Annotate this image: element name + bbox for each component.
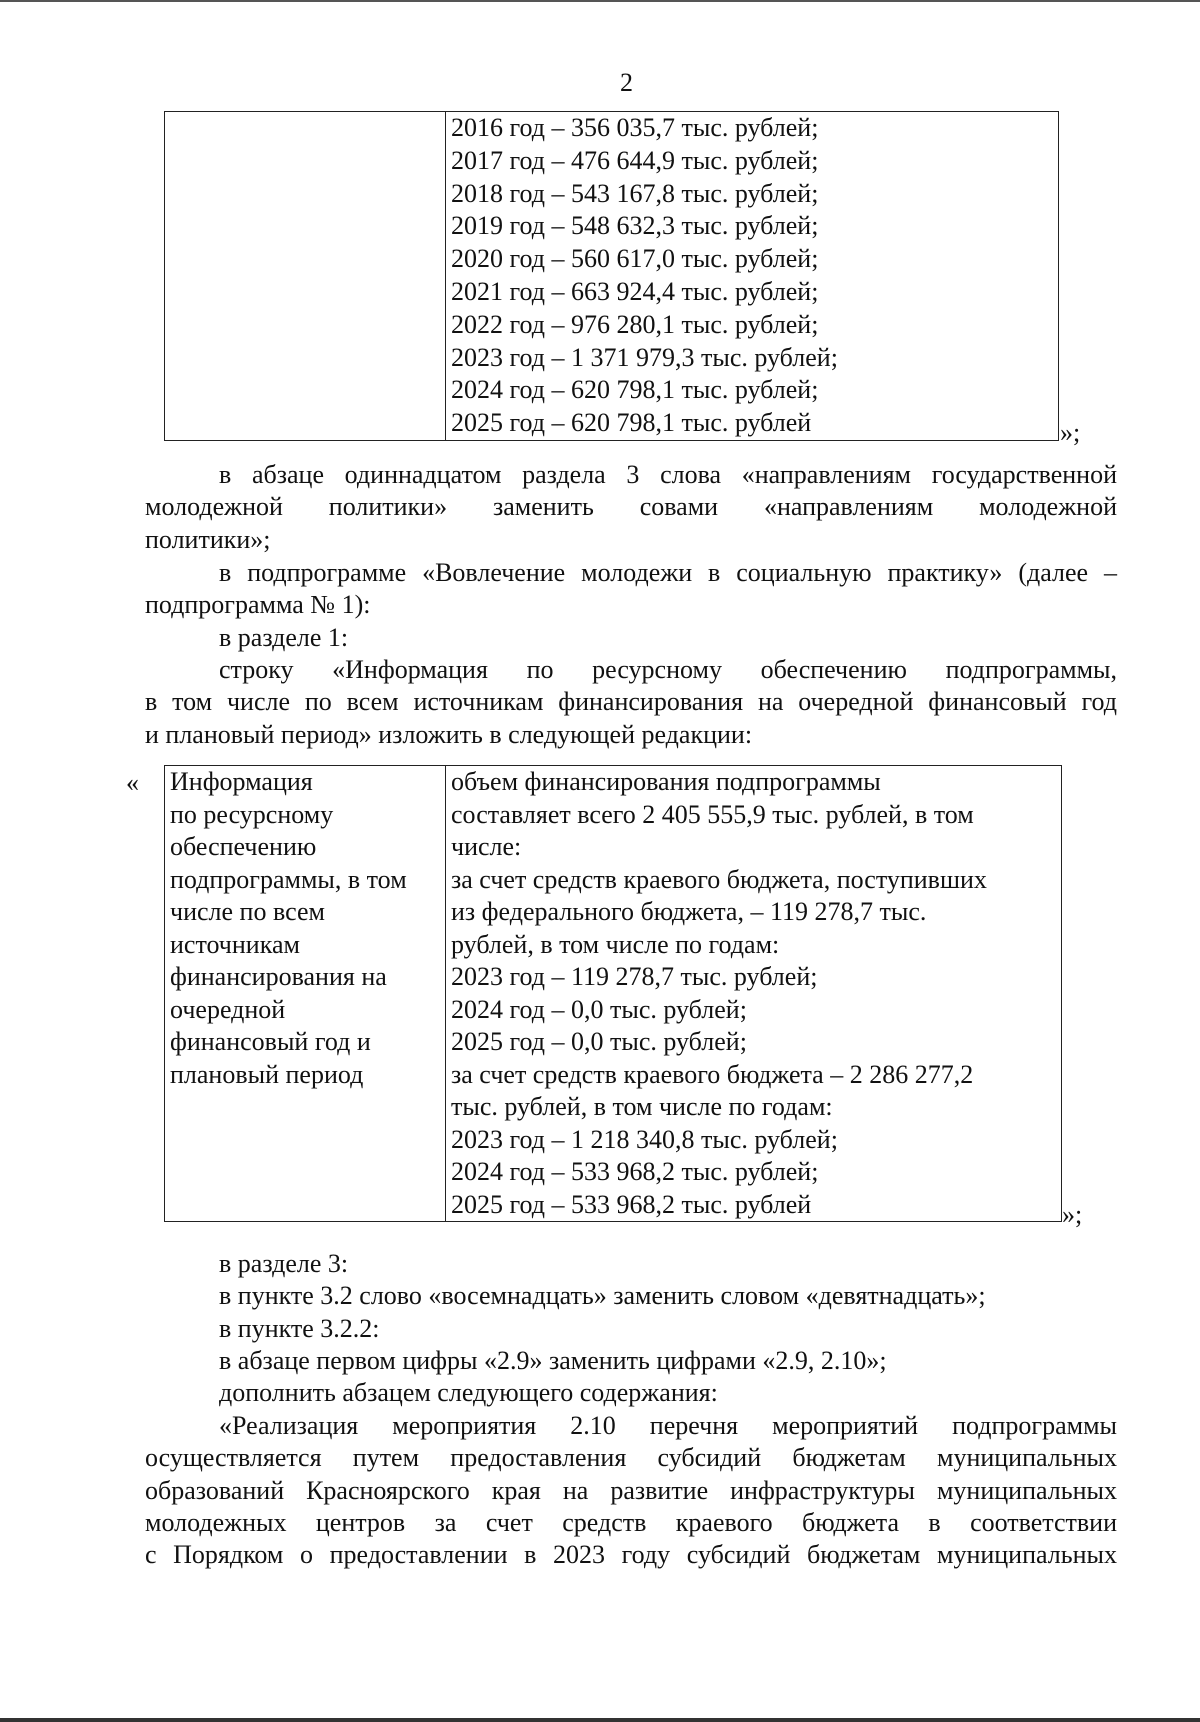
funding-line: 2020 год – 560 617,0 тыс. рублей; bbox=[451, 244, 819, 274]
paragraph-section3-wording bbox=[145, 459, 1117, 556]
text-line: в пункте 3.2.2: bbox=[219, 1313, 380, 1343]
funding-table-left-cell bbox=[165, 112, 446, 441]
value-line: рублей, в том числе по годам: bbox=[451, 929, 780, 959]
funding-line: 2023 год – 1 371 979,3 тыс. рублей; bbox=[451, 342, 838, 372]
text-line: подпрограмма № 1): bbox=[145, 590, 371, 620]
label-line: финансовый год и bbox=[170, 1027, 371, 1056]
value-line: за счет средств краевого бюджета, поступивших bbox=[451, 864, 987, 894]
paragraph-implementation bbox=[145, 1410, 1117, 1571]
text-line: в разделе 3: bbox=[219, 1249, 349, 1278]
text-line: и плановый период» изложить в следующей редакции: bbox=[145, 719, 753, 749]
label-line: источникам bbox=[170, 929, 300, 959]
value-line: 2025 год – 0,0 тыс. рублей; bbox=[451, 1027, 747, 1056]
text-line: в том числе по всем источникам финансирования на очередной финансовый год bbox=[145, 687, 1117, 717]
funding-line: 2025 год – 620 798,1 тыс. рублей bbox=[451, 408, 812, 438]
text-line: в пункте 3.2 слово «восемнадцать» заменить словом «девятнадцать»; bbox=[219, 1281, 986, 1311]
value-line: числе: bbox=[451, 832, 522, 861]
resource-info-value-cell bbox=[446, 766, 1062, 1222]
paragraph-section3-amendments bbox=[145, 1248, 1117, 1409]
value-line: тыс. рублей, в том числе по годам: bbox=[451, 1092, 833, 1121]
value-line: объем финансирования подпрограммы bbox=[451, 767, 881, 796]
funding-line: 2022 год – 976 280,1 тыс. рублей; bbox=[451, 309, 819, 339]
text-line: дополнить абзацем следующего содержания: bbox=[219, 1378, 718, 1408]
table2-closing-quote: »; bbox=[1062, 1200, 1083, 1229]
value-line: 2024 год – 533 968,2 тыс. рублей; bbox=[451, 1157, 819, 1186]
text-line: осуществляется путем предоставления субсидий бюджетам муниципальных bbox=[145, 1443, 1117, 1473]
value-line: 2025 год – 533 968,2 тыс. рублей bbox=[451, 1189, 812, 1219]
text-line: в абзаце одиннадцатом раздела 3 слова «направлениям государственной bbox=[219, 460, 1117, 489]
text-line: с Порядком о предоставлении в 2023 году субсидий бюджетам муниципальных bbox=[145, 1540, 1117, 1570]
funding-line: 2024 год – 620 798,1 тыс. рублей; bbox=[451, 375, 819, 405]
label-line: подпрограммы, в том bbox=[170, 864, 407, 894]
text-line: в разделе 1: bbox=[219, 623, 349, 652]
page-top-edge bbox=[0, 0, 1200, 2]
funding-line: 2018 год – 543 167,8 тыс. рублей; bbox=[451, 178, 819, 208]
text-line: строку «Информация по ресурсному обеспечению подпрограммы, bbox=[219, 655, 1117, 684]
value-line: за счет средств краевого бюджета – 2 286 277,2 bbox=[451, 1059, 974, 1089]
label-line: очередной bbox=[170, 994, 286, 1024]
page-number: 2 bbox=[620, 68, 633, 97]
resource-info-table bbox=[164, 765, 1062, 1222]
value-line: 2023 год – 119 278,7 тыс. рублей; bbox=[451, 962, 818, 991]
value-line: составляет всего 2 405 555,9 тыс. рублей, в том bbox=[451, 799, 974, 829]
text-line: молодежной политики» заменить совами «направлениям молодежной bbox=[145, 492, 1117, 522]
funding-line: 2017 год – 476 644,9 тыс. рублей; bbox=[451, 145, 819, 175]
value-line: из федерального бюджета, – 119 278,7 тыс. bbox=[451, 897, 927, 926]
page-bottom-edge bbox=[0, 1718, 1200, 1722]
funding-line: 2019 год – 548 632,3 тыс. рублей; bbox=[451, 211, 819, 241]
value-line: 2024 год – 0,0 тыс. рублей; bbox=[451, 994, 747, 1024]
paragraph-subprogram-1 bbox=[145, 557, 1117, 622]
text-line: в подпрограмме «Вовлечение молодежи в социальную практику» (далее – bbox=[219, 558, 1117, 587]
funding-line: 2021 год – 663 924,4 тыс. рублей; bbox=[451, 276, 819, 306]
label-line: Информация bbox=[170, 767, 313, 796]
text-line: молодежных центров за счет средств краевого бюджета в соответствии bbox=[145, 1507, 1117, 1537]
label-line: финансирования на bbox=[170, 962, 387, 991]
funding-table-right-cell bbox=[446, 112, 1059, 441]
label-line: обеспечению bbox=[170, 832, 317, 861]
funding-line: 2016 год – 356 035,7 тыс. рублей; bbox=[451, 113, 819, 142]
label-line: числе по всем bbox=[170, 897, 325, 926]
resource-info-label-cell bbox=[165, 766, 446, 1222]
text-line: в абзаце первом цифры «2.9» заменить цифрами «2.9, 2.10»; bbox=[219, 1345, 887, 1375]
value-line: 2023 год – 1 218 340,8 тыс. рублей; bbox=[451, 1124, 838, 1154]
text-line: образований Красноярского края на развитие инфраструктуры муниципальных bbox=[145, 1475, 1117, 1505]
label-line: плановый период bbox=[170, 1059, 364, 1089]
table1-closing-quote: »; bbox=[1060, 418, 1081, 447]
funding-table-continued bbox=[164, 111, 1059, 441]
table2-opening-quote: « bbox=[126, 768, 139, 797]
paragraph-row-replacement bbox=[145, 654, 1117, 751]
text-line: политики»; bbox=[145, 524, 271, 554]
label-line: по ресурсному bbox=[170, 799, 334, 829]
paragraph-section-1 bbox=[145, 622, 1117, 654]
text-line: «Реализация мероприятия 2.10 перечня мероприятий подпрограммы bbox=[219, 1411, 1117, 1440]
